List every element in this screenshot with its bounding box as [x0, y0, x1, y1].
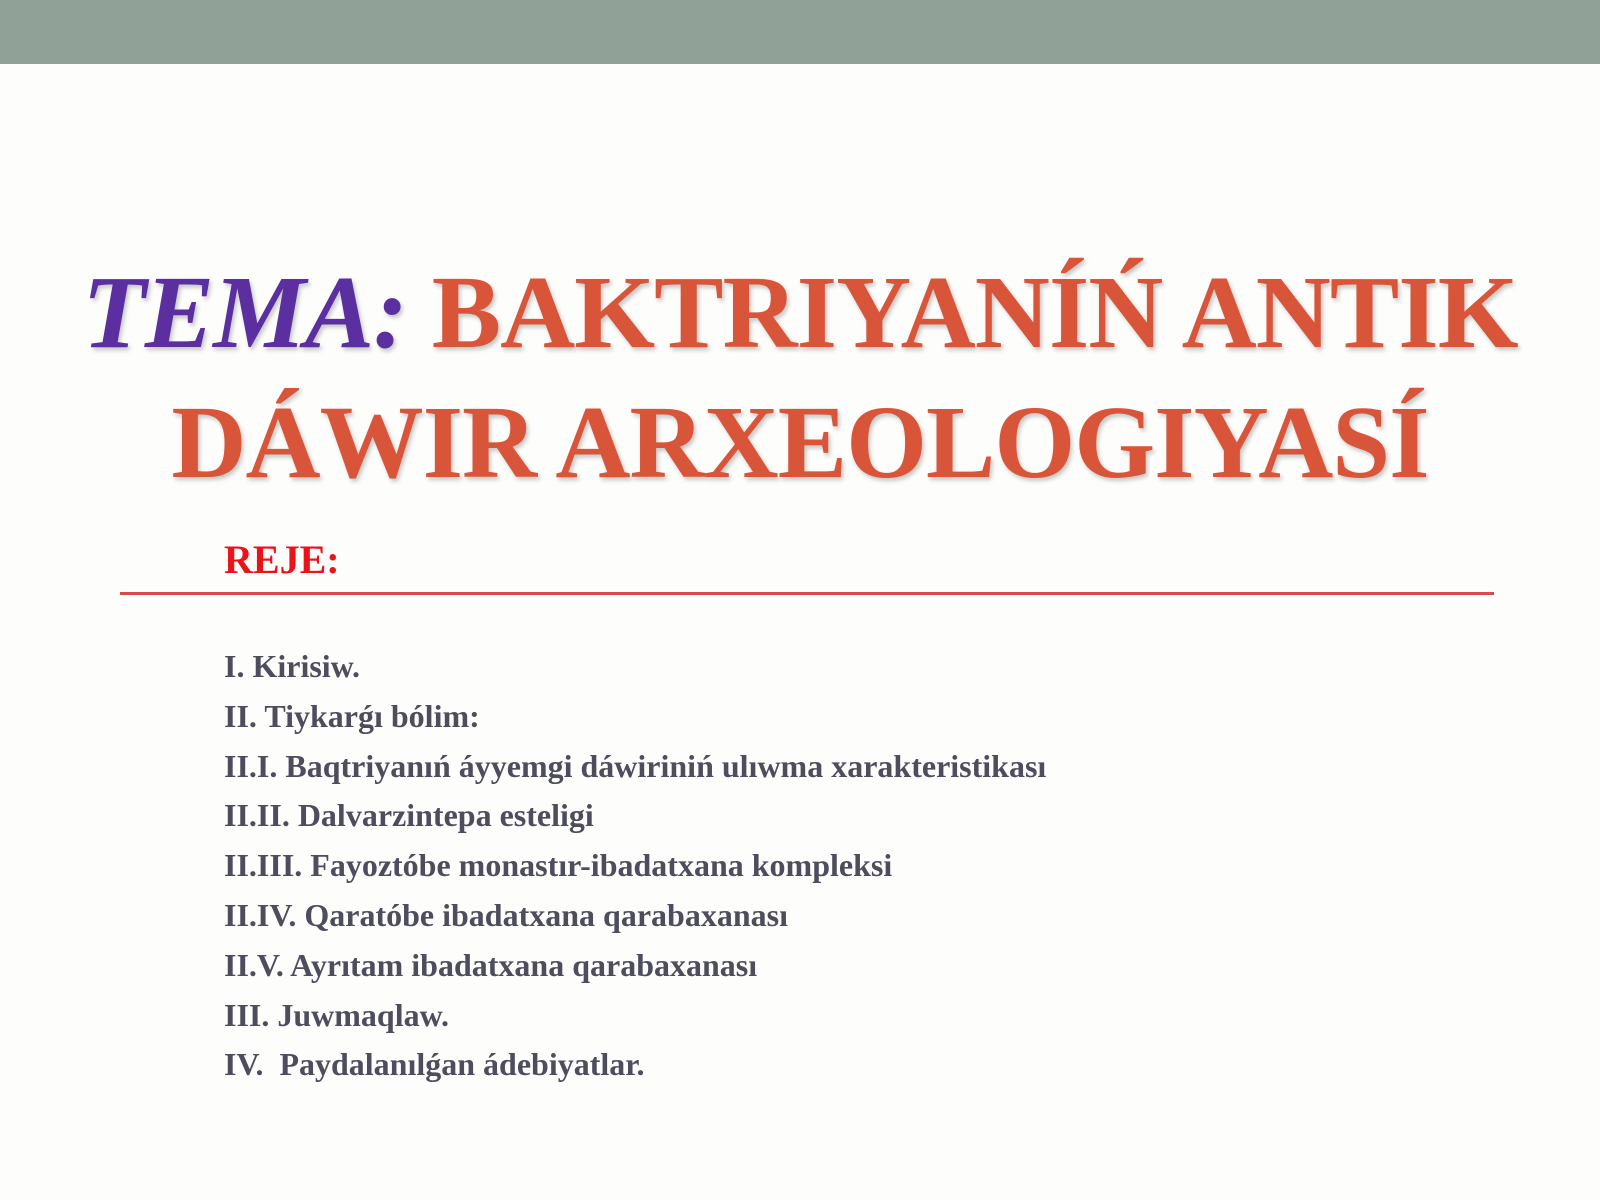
- slide-title: [0, 248, 1600, 508]
- outline-item: II.V. Ayrıtam ibadatxana qarabaxanası: [224, 946, 758, 983]
- top-accent-band: [0, 0, 1600, 64]
- outline-item: II.III. Fayoztóbe monastır-ibadatxana kompleksi: [224, 847, 893, 884]
- slide-title-main: BAKTRIYANÍŃ ANTIK: [431, 255, 1518, 370]
- outline-item: III. Juwmaqlaw.: [224, 996, 449, 1033]
- outline-item: IV. Paydalanılǵan ádebiyatlar.: [224, 1046, 645, 1083]
- outline-item: II.IV. Qaratóbe ibadatxana qarabaxanası: [224, 896, 788, 933]
- plan-divider: [120, 592, 1494, 595]
- slide-title-lead: TEMA:: [82, 255, 407, 370]
- slide-title-line-2: DÁWIR ARXEOLOGIYASÍ: [171, 385, 1429, 500]
- plan-outline: [224, 642, 1046, 1090]
- outline-item: II. Tiykarǵı bólim:: [224, 697, 480, 734]
- outline-item: II.I. Baqtriyanıń áyyemgi dáwiriniń ulıwma xarakteristikası: [224, 747, 1047, 784]
- outline-item: I. Kirisiw.: [224, 648, 361, 684]
- outline-item: II.II. Dalvarzintepa esteligi: [224, 797, 594, 834]
- slide-title-line-1: [0, 248, 1600, 378]
- plan-heading: REJE:: [224, 537, 340, 582]
